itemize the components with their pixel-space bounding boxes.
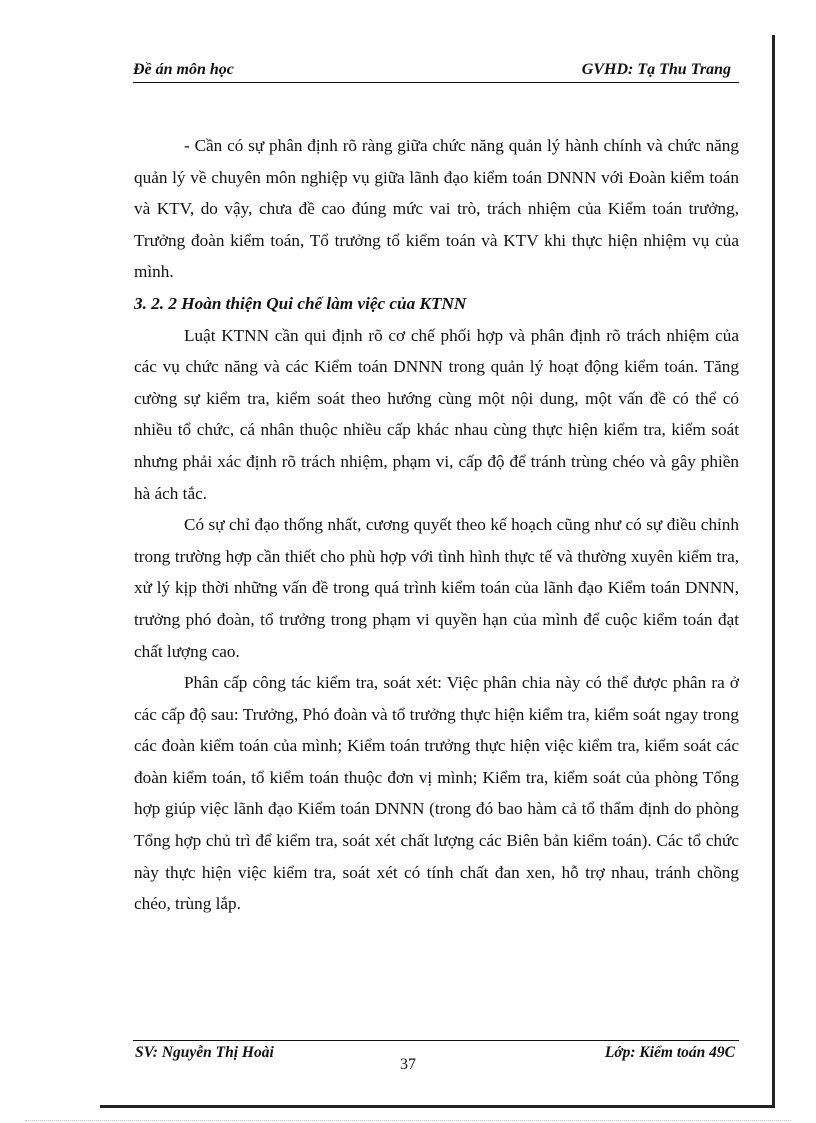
header-supervisor: GVHD: Tạ Thu Trang: [581, 61, 731, 78]
page-number: 37: [400, 1056, 416, 1073]
page-bottom-divider: [25, 1120, 791, 1121]
section-heading: 3. 2. 2 Hoàn thiện Qui chế làm việc của KTNN: [134, 293, 467, 313]
header-course-title: Đề án môn học: [133, 61, 234, 78]
page-header: [133, 60, 739, 83]
footer-student-name: SV: Nguyễn Thị Hoài: [135, 1044, 274, 1061]
paragraph-3: Có sự chỉ đạo thống nhất, cương quyết theo kế hoạch cũng như có sự điều chỉnh trong trường hợp cần thiết cho phù hợp với tình hình thực tế và thường xuyên kiểm tra, xử lý kịp thời những vấn đề trong quá trình kiểm toán của lãnh đạo Kiểm toán DNNN, trưởng phó đoàn, tổ trưởng trong phạm vi quyền hạn của mình để cuộc kiểm toán đạt chất lượng cao.: [134, 515, 739, 661]
footer-class-name: Lớp: Kiểm toán 49C: [604, 1044, 735, 1061]
paragraph-2: Luật KTNN cần qui định rõ cơ chế phối hợp và phân định rõ trách nhiệm của các vụ chức năng và các Kiểm toán DNNN trong quản lý hoạt động kiểm toán. Tăng cường sự kiểm tra, kiểm soát theo hướng cùng một nội dung, một vấn đề có thể có nhiều tổ chức, cá nhân thuộc nhiều cấp khác nhau cùng thực hiện kiểm tra, kiểm soát nhưng phải xác định rõ trách nhiệm, phạm vi, cấp độ để tránh trùng chéo và gây phiền hà ách tắc.: [134, 325, 739, 503]
paragraph-1: - Cần có sự phân định rõ ràng giữa chức năng quản lý hành chính và chức năng quản lý về chuyên môn nghiệp vụ giữa lãnh đạo kiểm toán DNNN với Đoàn kiểm toán và KTV, do vậy, chưa đề cao đúng mức vai trò, trách nhiệm của Kiểm toán trưởng, Trưởng đoàn kiểm toán, Tổ trưởng tổ kiểm toán và KTV khi thực hiện nhiệm vụ của mình.: [134, 136, 739, 282]
document-body: [134, 130, 739, 920]
paragraph-4: Phân cấp công tác kiểm tra, soát xét: Việc phân chia này có thể được phân ra ở các cấp độ sau: Trưởng, Phó đoàn và tổ trưởng thực hiện kiểm tra, kiểm soát ngay trong các đoàn kiểm toán của mình; Kiểm toán trưởng thực hiện việc kiểm tra, kiểm soát các đoàn kiểm toán, tổ kiểm toán thuộc đơn vị mình; Kiểm tra, kiểm soát của phòng Tổng hợp giúp việc lãnh đạo Kiểm toán DNNN (trong đó bao hàm cả tổ thẩm định do phòng Tổng hợp chủ trì để kiểm tra, soát xét chất lượng các Biên bản kiểm toán). Các tổ chức này thực hiện việc kiểm tra, soát xét có tính chất đan xen, hỗ trợ nhau, tránh chồng chéo, trùng lắp.: [134, 673, 739, 914]
